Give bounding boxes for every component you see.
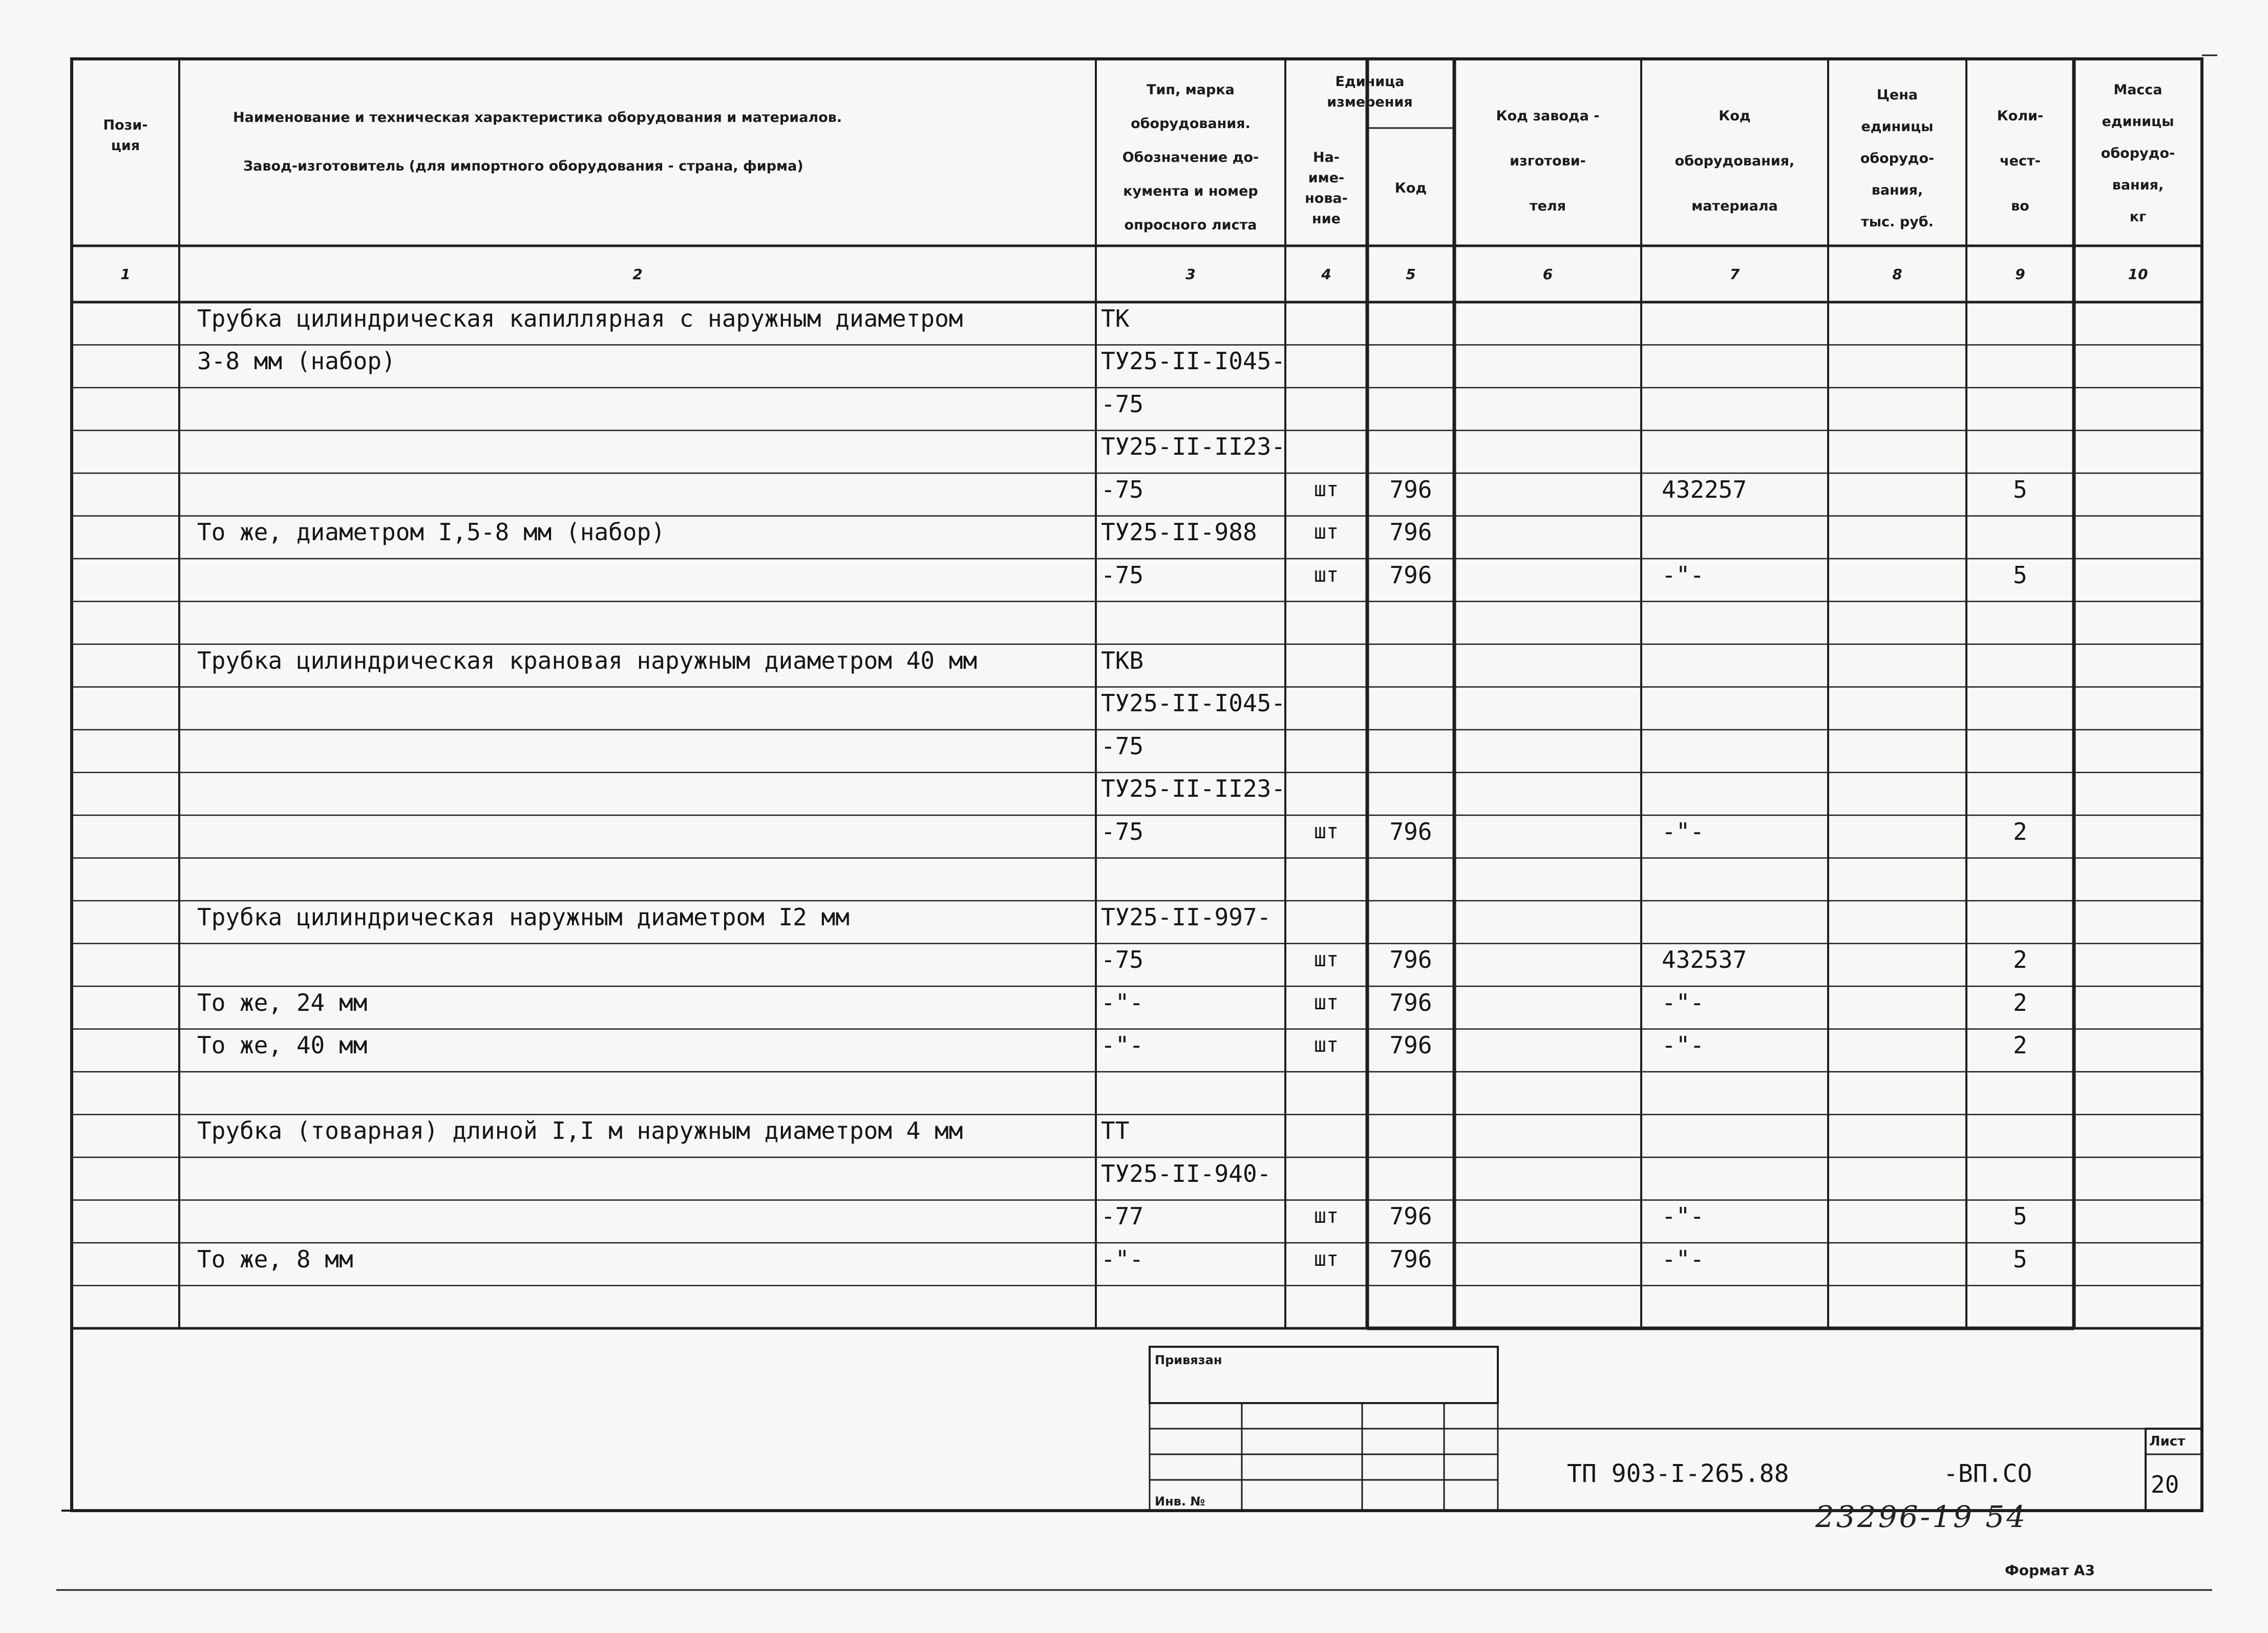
cell-name <box>197 597 1088 640</box>
cell-mat <box>1662 725 1826 768</box>
cell-unit <box>1285 297 1367 340</box>
cell-type: -75 <box>1101 817 1144 845</box>
cell-mat <box>1662 383 1826 426</box>
cell-qty <box>1966 1067 2074 1110</box>
cell-code <box>1367 1281 1454 1324</box>
cell-unit <box>1285 1281 1367 1324</box>
cell-qty: 5 <box>2013 475 2027 503</box>
cell-qty <box>1966 1110 2074 1153</box>
cell-name <box>197 853 1088 896</box>
cell-unit: шт <box>1313 520 1339 544</box>
header-name-line1: Наименование и техническая характеристика оборудования и материалов. <box>233 110 842 125</box>
cell-qty: 2 <box>2013 1031 2027 1059</box>
column-number: 7 <box>1729 265 1740 283</box>
cell-name <box>197 939 1088 982</box>
cell-code: 796 <box>1389 475 1432 503</box>
cell-code: 796 <box>1389 1245 1432 1273</box>
cell-type: ТУ25-II-997- <box>1101 903 1271 931</box>
document-suffix: -ВП.СО <box>1943 1459 2032 1488</box>
header-factory-code: Код завода - изготови- теля <box>1496 108 1600 214</box>
cell-type: -75 <box>1101 561 1144 589</box>
column-number: 1 <box>120 265 131 283</box>
sheet-label: Лист <box>2149 1434 2186 1449</box>
cell-qty: 2 <box>2013 946 2027 974</box>
cell-type: ТТ <box>1101 1117 1130 1145</box>
cell-name <box>197 383 1088 426</box>
cell-qty <box>1966 682 2074 725</box>
cell-mat <box>1662 768 1826 811</box>
cell-qty <box>1966 383 2074 426</box>
column-number: 6 <box>1542 265 1553 283</box>
cell-code <box>1367 1152 1454 1195</box>
cell-qty <box>1966 597 2074 640</box>
cell-mat <box>1662 297 1826 340</box>
cell-type: ТУ25-II-I045- <box>1101 689 1286 717</box>
cell-name <box>197 1152 1088 1195</box>
cell-name: Трубка цилиндрическая наружным диаметром I2 мм <box>197 903 850 931</box>
cell-type: -75 <box>1101 946 1144 974</box>
cell-type <box>1101 597 1285 640</box>
document-code: ТП 903-I-265.88 <box>1567 1459 1789 1488</box>
cell-qty <box>1966 1281 2074 1324</box>
cell-type <box>1101 853 1285 896</box>
cell-type: -77 <box>1101 1202 1144 1231</box>
cell-name: То же, диаметром I,5-8 мм (набор) <box>197 518 665 546</box>
cell-code: 796 <box>1389 518 1432 546</box>
cell-unit <box>1285 853 1367 896</box>
cell-mat <box>1662 639 1826 682</box>
cell-unit <box>1285 896 1367 939</box>
cell-mat: -"- <box>1662 561 1705 589</box>
cell-qty <box>1966 639 2074 682</box>
cell-mat: -"- <box>1662 1245 1705 1273</box>
column-number: 2 <box>632 265 643 283</box>
cell-code: 796 <box>1389 817 1432 845</box>
cell-type: ТК <box>1101 304 1130 332</box>
cell-unit <box>1285 597 1367 640</box>
column-number: 10 <box>2128 265 2148 283</box>
cell-type <box>1101 1281 1285 1324</box>
cell-unit: шт <box>1313 1033 1339 1057</box>
stamp-privyazan: Привязан <box>1155 1353 1222 1367</box>
cell-mat <box>1662 426 1826 469</box>
cell-name: То же, 24 мм <box>197 988 368 1016</box>
column-number: 4 <box>1321 265 1331 283</box>
cell-mat <box>1662 853 1826 896</box>
cell-name <box>197 810 1088 853</box>
column-number: 9 <box>2015 265 2025 283</box>
cell-mat: -"- <box>1662 1031 1705 1059</box>
cell-unit: шт <box>1313 948 1339 972</box>
cell-type: ТУ25-II-940- <box>1101 1159 1271 1187</box>
header-price: Цена единицы оборудо- вания, тыс. руб. <box>1860 87 1935 230</box>
cell-code: 796 <box>1389 561 1432 589</box>
cell-name <box>197 554 1088 597</box>
handwritten-number: 23296-19 54 <box>1815 1499 2028 1534</box>
cell-type: ТУ25-II-I045- <box>1101 347 1286 375</box>
stamp-inv-no: Инв. № <box>1155 1494 1205 1509</box>
header-name-line2: Завод-изготовитель (для импортного оборудования - страна, фирма) <box>243 158 803 174</box>
cell-mat <box>1662 1152 1826 1195</box>
cell-mat <box>1662 1067 1826 1110</box>
column-number: 3 <box>1185 265 1196 283</box>
cell-mat: -"- <box>1662 1202 1705 1231</box>
cell-mat <box>1662 1281 1826 1324</box>
cell-unit <box>1285 383 1367 426</box>
cell-name: Трубка (товарная) длиной I,I м наружным диаметром 4 мм <box>197 1117 963 1145</box>
cell-qty <box>1966 340 2074 383</box>
cell-name: То же, 40 мм <box>197 1031 368 1059</box>
cell-type: ТКВ <box>1101 646 1144 674</box>
cell-type: -75 <box>1101 475 1144 503</box>
header-unit-name: На- име- нова- ние <box>1305 149 1348 227</box>
cell-code <box>1367 340 1454 383</box>
cell-mat: 432257 <box>1662 475 1747 503</box>
cell-qty <box>1966 896 2074 939</box>
cell-mat <box>1662 597 1826 640</box>
cell-qty <box>1966 1152 2074 1195</box>
cell-qty: 5 <box>2013 561 2027 589</box>
cell-name <box>197 725 1088 768</box>
cell-type: -"- <box>1101 988 1144 1016</box>
cell-qty <box>1966 725 2074 768</box>
cell-name: 3-8 мм (набор) <box>197 347 396 375</box>
column-number: 8 <box>1892 265 1902 283</box>
header-unit-code: Код <box>1394 180 1427 196</box>
cell-name <box>197 468 1088 511</box>
cell-qty: 5 <box>2013 1245 2027 1273</box>
cell-code <box>1367 896 1454 939</box>
cell-mat: 432537 <box>1662 946 1747 974</box>
cell-code <box>1367 725 1454 768</box>
cell-code <box>1367 383 1454 426</box>
cell-unit: шт <box>1313 819 1339 843</box>
header-position: Пози- ция <box>103 117 148 154</box>
cell-unit <box>1285 1152 1367 1195</box>
cell-code: 796 <box>1389 946 1432 974</box>
cell-mat: -"- <box>1662 988 1705 1016</box>
cell-code <box>1367 853 1454 896</box>
cell-name <box>197 1281 1088 1324</box>
cell-type: -75 <box>1101 732 1144 760</box>
cell-unit <box>1285 639 1367 682</box>
cell-unit <box>1285 1110 1367 1153</box>
cell-unit <box>1285 1067 1367 1110</box>
cell-mat: -"- <box>1662 817 1705 845</box>
cell-unit: шт <box>1313 1204 1339 1228</box>
header-material-code: Код оборудования, материала <box>1674 108 1795 214</box>
cell-name: То же, 8 мм <box>197 1245 353 1273</box>
cell-unit <box>1285 682 1367 725</box>
cell-type: ТУ25-II-II23- <box>1101 775 1286 803</box>
cell-type: ТУ25-II-II23- <box>1101 433 1286 461</box>
cell-code <box>1367 639 1454 682</box>
cell-unit <box>1285 340 1367 383</box>
cell-type: -75 <box>1101 390 1144 418</box>
cell-mat <box>1662 682 1826 725</box>
cell-qty <box>1966 297 2074 340</box>
cell-mat <box>1662 1110 1826 1153</box>
cell-mat <box>1662 340 1826 383</box>
cell-unit: шт <box>1313 563 1339 587</box>
cell-qty <box>1966 511 2074 554</box>
cell-unit: шт <box>1313 990 1339 1014</box>
cell-type: ТУ25-II-988 <box>1101 518 1257 546</box>
cell-qty <box>1966 853 2074 896</box>
cell-unit: шт <box>1313 477 1339 501</box>
cell-unit <box>1285 426 1367 469</box>
cell-name <box>197 1067 1088 1110</box>
cell-mat <box>1662 896 1826 939</box>
cell-code: 796 <box>1389 1202 1432 1231</box>
cell-name <box>197 768 1088 811</box>
cell-unit: шт <box>1313 1247 1339 1271</box>
cell-qty: 2 <box>2013 988 2027 1016</box>
header-unit: Единица измерения <box>1327 74 1413 110</box>
cell-code: 796 <box>1389 1031 1432 1059</box>
sheet-number: 20 <box>2151 1471 2179 1498</box>
header-quantity: Коли- чест- во <box>1997 108 2044 214</box>
cell-name: Трубка цилиндрическая капиллярная с наружным диаметром <box>197 304 963 332</box>
cell-qty <box>1966 768 2074 811</box>
cell-code <box>1367 768 1454 811</box>
cell-code <box>1367 297 1454 340</box>
cell-name <box>197 682 1088 725</box>
cell-code <box>1367 682 1454 725</box>
cell-type: -"- <box>1101 1031 1144 1059</box>
header-type: Тип, марка оборудования. Обозначение до- кумента и номер опросного листа <box>1122 81 1259 233</box>
cell-code <box>1367 1067 1454 1110</box>
cell-mat <box>1662 511 1826 554</box>
cell-type <box>1101 1067 1285 1110</box>
cell-type: -"- <box>1101 1245 1144 1273</box>
cell-qty: 5 <box>2013 1202 2027 1231</box>
cell-code <box>1367 1110 1454 1153</box>
header-mass: Масса единицы оборудо- вания, кг <box>2101 82 2175 225</box>
cell-qty: 2 <box>2013 817 2027 845</box>
column-number: 5 <box>1406 265 1416 283</box>
cell-code: 796 <box>1389 988 1432 1016</box>
cell-name <box>197 426 1088 469</box>
cell-code <box>1367 597 1454 640</box>
cell-unit <box>1285 768 1367 811</box>
cell-code <box>1367 426 1454 469</box>
cell-name: Трубка цилиндрическая крановая наружным диаметром 40 мм <box>197 646 978 674</box>
format-label: Формат А3 <box>2005 1562 2095 1579</box>
cell-qty <box>1966 426 2074 469</box>
cell-unit <box>1285 725 1367 768</box>
cell-name <box>197 1195 1088 1238</box>
